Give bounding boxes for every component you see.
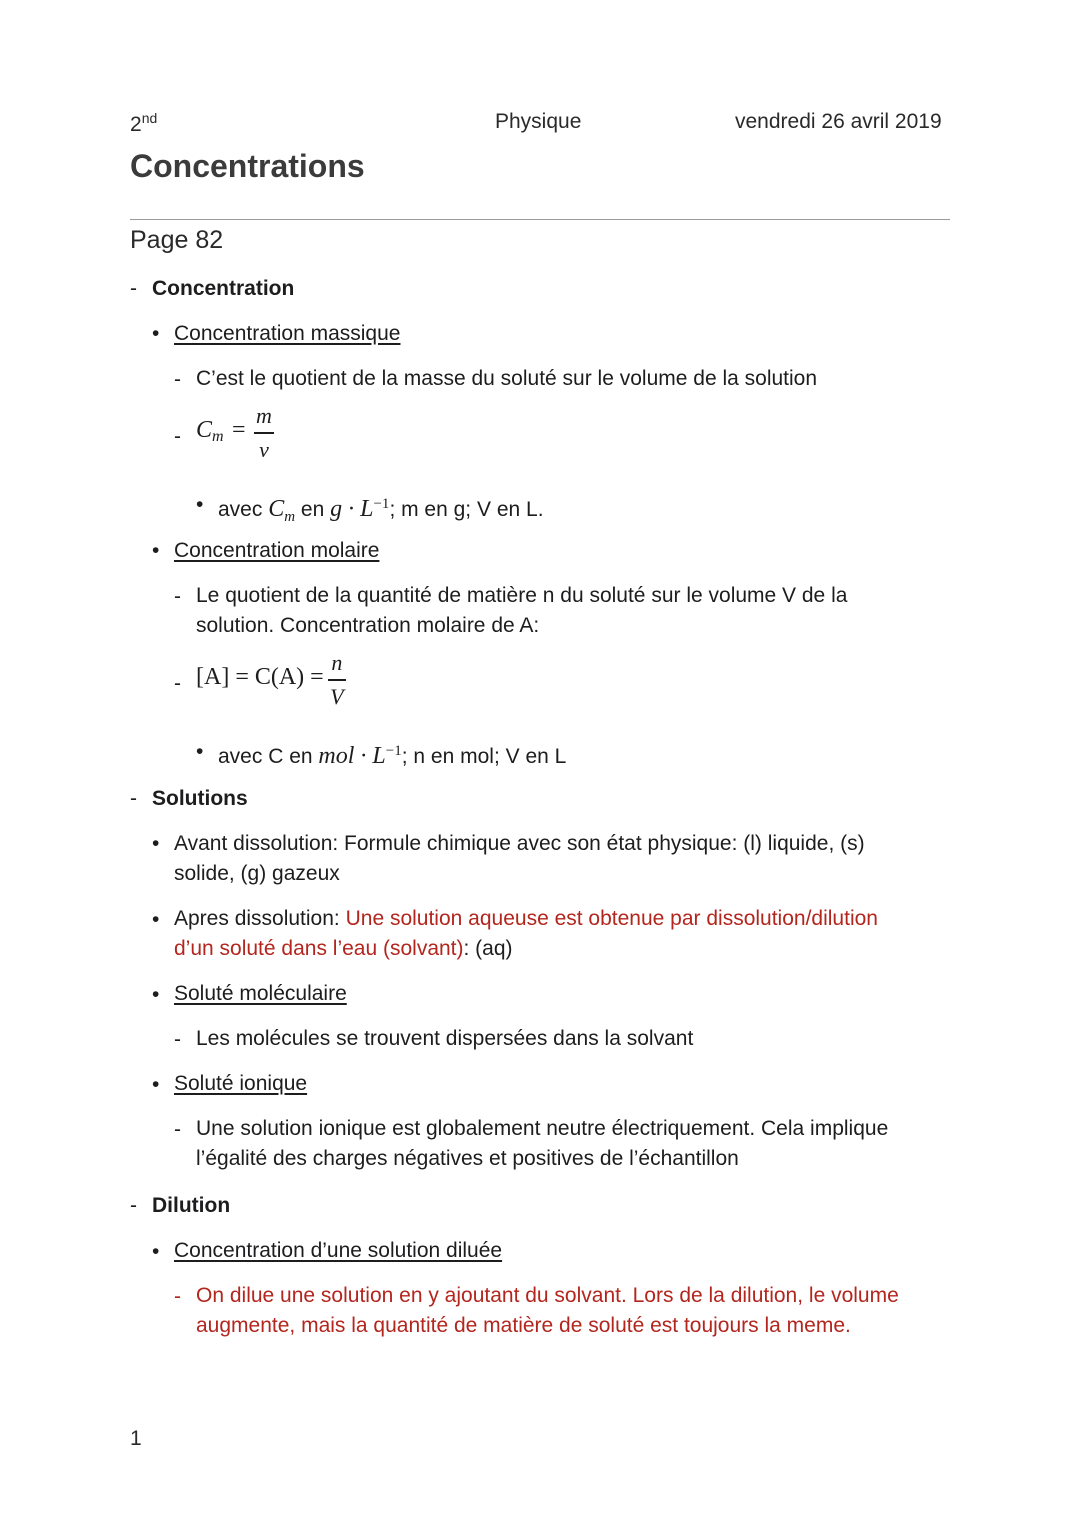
apres-line-1: Apres dissolution: Une solution aqueuse est obtenue par dissolution/dilution [174, 907, 878, 930]
moleculaire-text: Les molécules se trouvent dispersées dans la solvant [196, 1027, 694, 1050]
header-grade: 2nd [130, 110, 158, 136]
dash-icon: - [174, 425, 181, 448]
molaire-definition-2: solution. Concentration molaire de A: [196, 614, 540, 637]
section-dash: - [130, 1194, 137, 1217]
section-heading-dilution: Dilution [152, 1194, 231, 1217]
molaire-label: Concentration molaire [174, 539, 380, 562]
page-number: 1 [130, 1427, 142, 1450]
bullet-icon: • [152, 983, 160, 1006]
molaire-definition-1: Le quotient de la quantité de matière n du soluté sur le volume V de la [196, 584, 848, 607]
header-subject: Physique [495, 110, 582, 133]
section-heading-concentration: Concentration [152, 277, 295, 300]
dash-icon: - [174, 1118, 181, 1141]
dash-icon: - [174, 585, 181, 608]
avant-line-2: solide, (g) gazeux [174, 862, 340, 885]
dilution-label: Concentration d’une solution diluée [174, 1239, 503, 1262]
dash-icon: - [174, 1028, 181, 1051]
page-title: Concentrations [130, 148, 365, 184]
ionique-text-2: l’égalité des charges négatives et positives de l’échantillon [196, 1147, 739, 1170]
ionique-label: Soluté ionique [174, 1072, 308, 1095]
bullet-icon: • [152, 1073, 160, 1096]
bullet-icon: • [152, 908, 160, 931]
bullet-icon: • [196, 740, 204, 763]
molaire-units: avec C en mol · $L^{-1}$; n en mol; V en L [218, 743, 567, 769]
dilution-text-1: On dilue une solution en y ajoutant du solvant. Lors de la dilution, le volume [196, 1284, 899, 1307]
massique-units: avec $C_m$ en $g \cdot L^{-1}$; m en g; V en L. [218, 496, 544, 526]
apres-line-2: d’un soluté dans l’eau (solvant): (aq) [174, 937, 513, 960]
bullet-icon: • [152, 832, 160, 855]
bullet-icon: • [152, 539, 160, 562]
bullet-icon: • [152, 1240, 160, 1263]
divider [130, 219, 950, 220]
ionique-text-1: Une solution ionique est globalement neutre électriquement. Cela implique [196, 1117, 889, 1140]
section-dash: - [130, 277, 137, 300]
header-date: vendredi 26 avril 2019 [735, 110, 942, 133]
avant-line-1: Avant dissolution: Formule chimique avec son état physique: (l) liquide, (s) [174, 832, 865, 855]
massique-definition: C’est le quotient de la masse du soluté sur le volume de la solution [196, 367, 818, 390]
moleculaire-label: Soluté moléculaire [174, 982, 347, 1005]
dash-icon: - [174, 368, 181, 391]
section-heading-solutions: Solutions [152, 787, 248, 810]
bullet-icon: • [152, 322, 160, 345]
dash-icon: - [174, 672, 181, 695]
massique-label: Concentration massique [174, 322, 401, 345]
massique-formula: $C_m$ = $\frac{m}{v}$ [196, 403, 272, 462]
section-dash: - [130, 787, 137, 810]
dash-icon: - [174, 1285, 181, 1308]
bullet-icon: • [196, 493, 204, 516]
dilution-text-2: augmente, mais la quantité de matière de soluté est toujours la meme. [196, 1314, 851, 1337]
molaire-formula: [A] = C(A) = $\frac{n}{V}$ [196, 650, 344, 709]
page-label: Page 82 [130, 226, 224, 254]
